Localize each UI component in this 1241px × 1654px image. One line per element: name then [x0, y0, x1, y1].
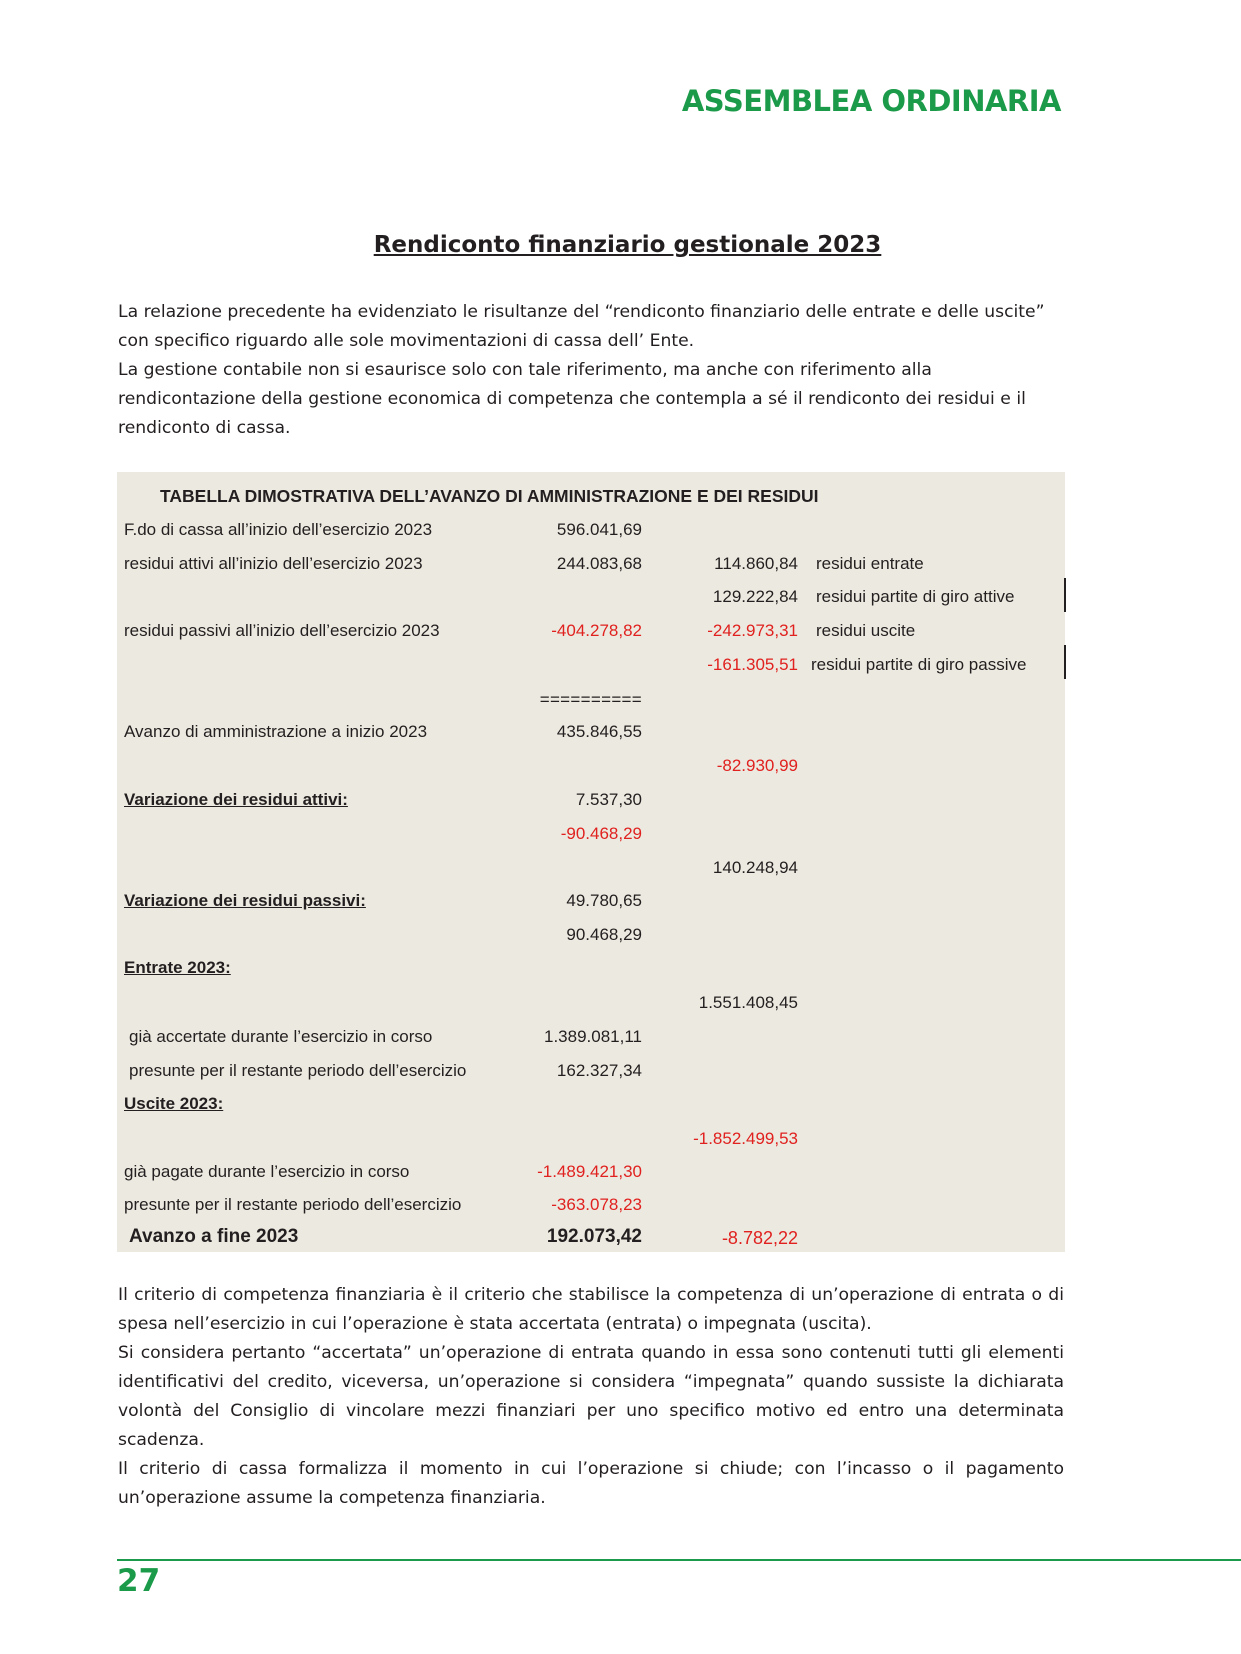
- residui-entrate-label: residui entrate: [816, 554, 924, 573]
- var-attivi-value-1: 7.537,30: [575, 790, 642, 809]
- outro-paragraph-3: Il criterio di cassa formalizza il momento in cui l’operazione si chiude; con l’incasso o il pagamento un’operazione assume la competenza finanziaria.: [118, 1459, 1064, 1508]
- avanzo-inizio-value: 435.846,55: [556, 722, 642, 741]
- var-passivi-value-2: 90.468,29: [566, 925, 642, 944]
- residui-passivi-value: -404.278,82: [551, 621, 642, 640]
- intro-text: [118, 298, 1064, 443]
- outro-paragraph-2: Si considera pertanto “accertata” un’operazione di entrata quando in essa sono contenuti tutti gli elementi identificativi del credito, viceversa, un’operazione si considera “impegnata” quando sussiste la dichiarata volontà del Consiglio di vincolare mezzi finanziari per uno specifico motivo ed entro una determinata scadenza.: [118, 1343, 1064, 1450]
- residui-uscite-value: -242.973,31: [707, 621, 798, 640]
- residui-passivi-label: residui passivi all’inizio dell’esercizio 2023: [124, 621, 440, 640]
- var-passivi-label: Variazione dei residui passivi:: [124, 891, 366, 910]
- table-title: TABELLA DIMOSTRATIVA DELL’AVANZO DI AMMINISTRAZIONE E DEI RESIDUI: [160, 486, 819, 506]
- margin-bar: [1064, 578, 1066, 612]
- var-attivi-label: Variazione dei residui attivi:: [124, 790, 348, 809]
- residui-attivi-label: residui attivi all’inizio dell’esercizio 2023: [124, 554, 423, 573]
- page-number: 27: [117, 1563, 161, 1599]
- residui-pg-attive-value: 129.222,84: [712, 587, 798, 606]
- var-passivi-total: 140.248,94: [712, 858, 798, 877]
- residui-pg-passive-value: -161.305,51: [707, 655, 798, 674]
- var-attivi-total: -82.930,99: [716, 756, 798, 775]
- residui-entrate-value: 114.860,84: [714, 554, 798, 573]
- entrate-total: 1.551.408,45: [698, 993, 798, 1012]
- uscite-total: -1.852.499,53: [693, 1129, 798, 1148]
- outro-paragraph-1: Il criterio di competenza finanziaria è il criterio che stabilisce la competenza di un’operazione di entrata o di spesa nell’esercizio in cui l’operazione è stata accertata (entrata) o impegnata (uscita).: [118, 1285, 1064, 1334]
- entrate-presunte-value: 162.327,34: [556, 1061, 642, 1080]
- footer-divider: [117, 1559, 1241, 1561]
- uscite-pagate-value: -1.489.421,30: [537, 1162, 642, 1181]
- uscite-pagate-label: già pagate durante l’esercizio in corso: [124, 1162, 410, 1181]
- document-title: Rendiconto finanziario gestionale 2023: [373, 232, 882, 258]
- var-attivi-value-2: -90.468,29: [560, 824, 642, 843]
- fondo-cassa-label: F.do di cassa all’inizio dell’esercizio 2023: [124, 520, 433, 539]
- avanzo-fine-label: Avanzo a fine 2023: [129, 1226, 299, 1247]
- uscite-presunte-value: -363.078,23: [551, 1195, 642, 1214]
- residui-pg-passive-label: residui partite di giro passive: [811, 655, 1027, 674]
- residui-attivi-value: 244.083,68: [556, 554, 642, 573]
- uscite-label: Uscite 2023:: [124, 1094, 224, 1113]
- avanzo-inizio-label: Avanzo di amministrazione a inizio 2023: [124, 722, 428, 741]
- entrate-accertate-value: 1.389.081,11: [544, 1027, 642, 1046]
- entrate-presunte-label: presunte per il restante periodo dell’esercizio: [129, 1061, 467, 1080]
- fondo-cassa-value: 596.041,69: [556, 520, 642, 539]
- residui-pg-attive-label: residui partite di giro attive: [816, 587, 1015, 606]
- residui-uscite-label: residui uscite: [816, 621, 916, 640]
- sum-separator: ==========: [539, 690, 642, 709]
- uscite-presunte-label: presunte per il restante periodo dell’esercizio: [124, 1195, 462, 1214]
- section-title: ASSEMBLEA ORDINARIA: [681, 84, 1061, 118]
- var-passivi-value-1: 49.780,65: [566, 891, 642, 910]
- entrate-accertate-label: già accertate durante l’esercizio in corso: [129, 1027, 433, 1046]
- avanzo-fine-value: 192.073,42: [546, 1226, 642, 1247]
- entrate-label: Entrate 2023:: [124, 958, 231, 977]
- intro-paragraph-1: La relazione precedente ha evidenziato le risultanze del “rendiconto finanziario delle entrate e delle uscite” con specifico riguardo alle sole movimentazioni di cassa dell’ Ente.: [118, 302, 1045, 351]
- margin-bar: [1064, 645, 1066, 679]
- intro-paragraph-2: La gestione contabile non si esaurisce solo con tale riferimento, ma anche con riferimento alla rendicontazione della gestione economica di competenza che contempla a sé il rendiconto dei residui e il rendiconto di cassa.: [118, 360, 1026, 438]
- outro-text: [118, 1281, 1064, 1513]
- avanzo-fine-diff: -8.782,22: [721, 1228, 798, 1248]
